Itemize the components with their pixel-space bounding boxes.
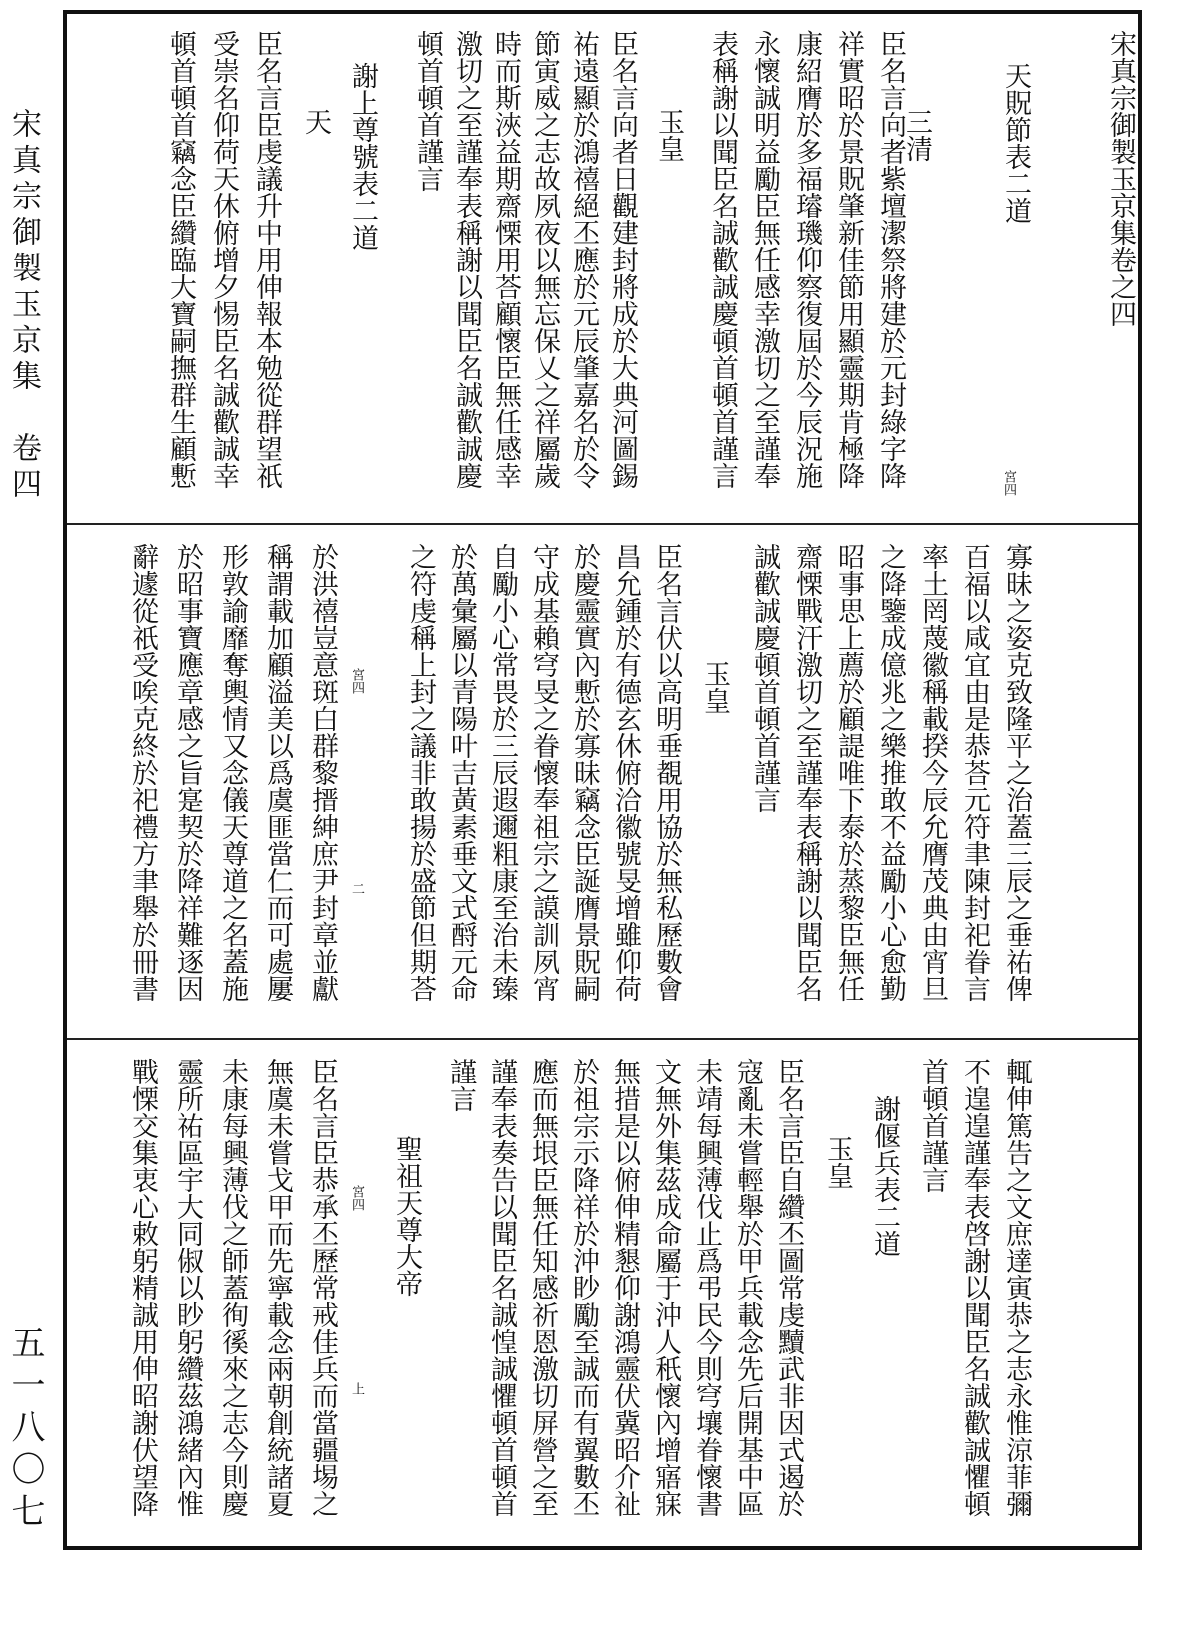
text-column: 祐遠顯於鴻禧絕丕應於元辰肇嘉名於令: [568, 30, 599, 489]
text-column: 首頓首謹言: [917, 1058, 948, 1193]
text-column: 靈所祐區宇大同俶以眇躬纘茲鴻緒內惟: [172, 1058, 203, 1517]
text-column: 百福以咸宜由是恭荅元符聿陳封祀眷言: [959, 543, 990, 1002]
text-column: 文無外集茲成命屬于沖人秖懷內增寤寐: [650, 1058, 681, 1517]
text-column: 之符虔稱上封之議非敢揚於盛節但期荅: [405, 543, 436, 1002]
text-column: 稱謂載加顧溢美以爲虞匪當仁而可處屢: [262, 543, 293, 1002]
text-column: 不遑遑謹奉表啓謝以聞臣名誠歡誠懼頓: [959, 1058, 990, 1517]
text-column: 之降鑒成億兆之樂推敢不益勵小心愈勤: [875, 543, 906, 1002]
register-divider-lower: [67, 1038, 1138, 1040]
addressee: 玉皇: [699, 660, 730, 714]
register-divider-upper: [67, 523, 1138, 525]
text-column: 祥實昭於景貺肇新佳節用顯靈期肯極降: [833, 30, 864, 489]
page-mark: 宮四: [349, 668, 364, 694]
section-title: 謝偃兵表二道: [869, 1095, 900, 1257]
text-column: 未康每興薄伐之師蓋徇徯來之志今則慶: [217, 1058, 248, 1517]
text-column: 永懷誠明益勵臣無任感幸激切之至謹奉: [749, 30, 780, 489]
text-column: 時而斯浹益期齋慄用荅顧懷臣無任感幸: [490, 30, 521, 489]
text-column: 臣名言伏以高明垂覩用協於無私歷數會: [651, 543, 682, 1002]
section-title: 謝上尊號表二道: [347, 62, 378, 251]
text-column: 無虞未嘗戈甲而先寧載念兩朝創統諸夏: [262, 1058, 293, 1517]
text-column: 表稱謝以聞臣名誠歡誠慶頓首頓首謹言: [707, 30, 738, 489]
addressee: 玉皇: [653, 108, 684, 162]
text-column: 未靖每興薄伐止爲弔民今則穹壤眷懷書: [691, 1058, 722, 1517]
text-column: 辭遽從祇受唉克終於祀禮方聿舉於冊書: [127, 543, 158, 1002]
text-column: 臣名言臣自纘丕圖常虔黷武非因式遏於: [773, 1058, 804, 1517]
text-column: 昌允鍾於有德玄休俯洽徽號旻增雖仰荷: [610, 543, 641, 1002]
page-mark: 二: [349, 882, 364, 895]
text-column: 謹奉表奏告以聞臣名誠惶誠懼頓首頓首: [486, 1058, 517, 1517]
text-column: 節寅威之志故夙夜以無忘保乂之祥屬歲: [529, 30, 560, 489]
text-column: 於昭事寶應章感之旨寔契於降祥難逐因: [172, 543, 203, 1002]
text-column: 應而無垠臣無任知感祈恩激切屏營之至: [527, 1058, 558, 1517]
text-column: 昭事思上薦於顧諟唯下泰於蒸黎臣無任: [833, 543, 864, 1002]
text-column: 寇亂未嘗輕舉於甲兵載念先后開基中區: [732, 1058, 763, 1517]
text-column: 於祖宗示降祥於沖眇勵至誠而有翼數丕: [568, 1058, 599, 1517]
book-title: 宋真宗御製玉京集卷之四: [1105, 30, 1136, 327]
text-column: 守成基賴穹旻之眷懷奉祖宗之謨訓夙宵: [528, 543, 559, 1002]
text-column: 齋慄戰汗激切之至謹奉表稱謝以聞臣名: [791, 543, 822, 1002]
text-column: 頓首頓首謹言: [412, 30, 443, 192]
text-column: 康紹膺於多福璿璣仰察復屆於今辰況施: [791, 30, 822, 489]
text-column: 臣名言向者紫壇潔祭將建於元封綠字降: [875, 30, 906, 489]
text-column: 形敦諭靡奪輿情又念儀天尊道之名蓋施: [217, 543, 248, 1002]
addressee: 玉皇: [822, 1135, 853, 1189]
text-column: 臣名言臣恭承丕歷常戒佳兵而當疆埸之: [307, 1058, 338, 1517]
text-column: 輒伸篤告之文庶達寅恭之志永惟涼菲彌: [1001, 1058, 1032, 1517]
addressee: 天: [300, 108, 331, 135]
page-mark: 宮四: [1001, 470, 1016, 496]
text-column: 激切之至謹奉表稱謝以聞臣名誠歡誠慶: [451, 30, 482, 489]
page-mark: 宮四: [349, 1185, 364, 1211]
text-column: 臣名言向者日觀建封將成於大典河圖錫: [607, 30, 638, 489]
text-column: 謹言: [445, 1058, 476, 1112]
text-column: 頓首頓首竊念臣纘臨大寶嗣撫群生顧慙: [165, 30, 196, 489]
side-title: 宋真宗御製玉京集 卷四: [6, 108, 41, 504]
text-column: 無措是以俯伸精懇仰謝鴻靈伏冀昭介祉: [609, 1058, 640, 1517]
addressee: 三清: [901, 108, 932, 162]
text-column: 於洪禧豈意斑白群黎搢紳庶尹封章並獻: [307, 543, 338, 1002]
section-title: 天貺節表二道: [1000, 62, 1031, 224]
text-column: 於萬彙屬以青陽叶吉黃素垂文式酹元命: [446, 543, 477, 1002]
folio-number: 五一八〇七: [5, 1325, 45, 1535]
text-column: 率土罔蔑徽稱載揆今辰允膺茂典由宵旦: [917, 543, 948, 1002]
page-mark: 上: [349, 1382, 364, 1395]
text-column: 寡昧之姿克致隆平之治蓋三辰之垂祐俾: [1001, 543, 1032, 1002]
text-column: 誠歡誠慶頓首頓首謹言: [749, 543, 780, 813]
text-column: 戰慄交集衷心敕躬精誠用伸昭謝伏望降: [127, 1058, 158, 1517]
text-column: 受崇名仰荷天休俯增夕惕臣名誠歡誠幸: [208, 30, 239, 489]
text-column: 於慶靈實內慙於寡昧竊念臣誕膺景貺嗣: [569, 543, 600, 1002]
section-title: 聖祖天尊大帝: [391, 1135, 422, 1297]
text-column: 自勵小心常畏於三辰遐邇粗康至治未臻: [487, 543, 518, 1002]
text-column: 臣名言臣虔議升中用伸報本勉從群望祇: [251, 30, 282, 489]
